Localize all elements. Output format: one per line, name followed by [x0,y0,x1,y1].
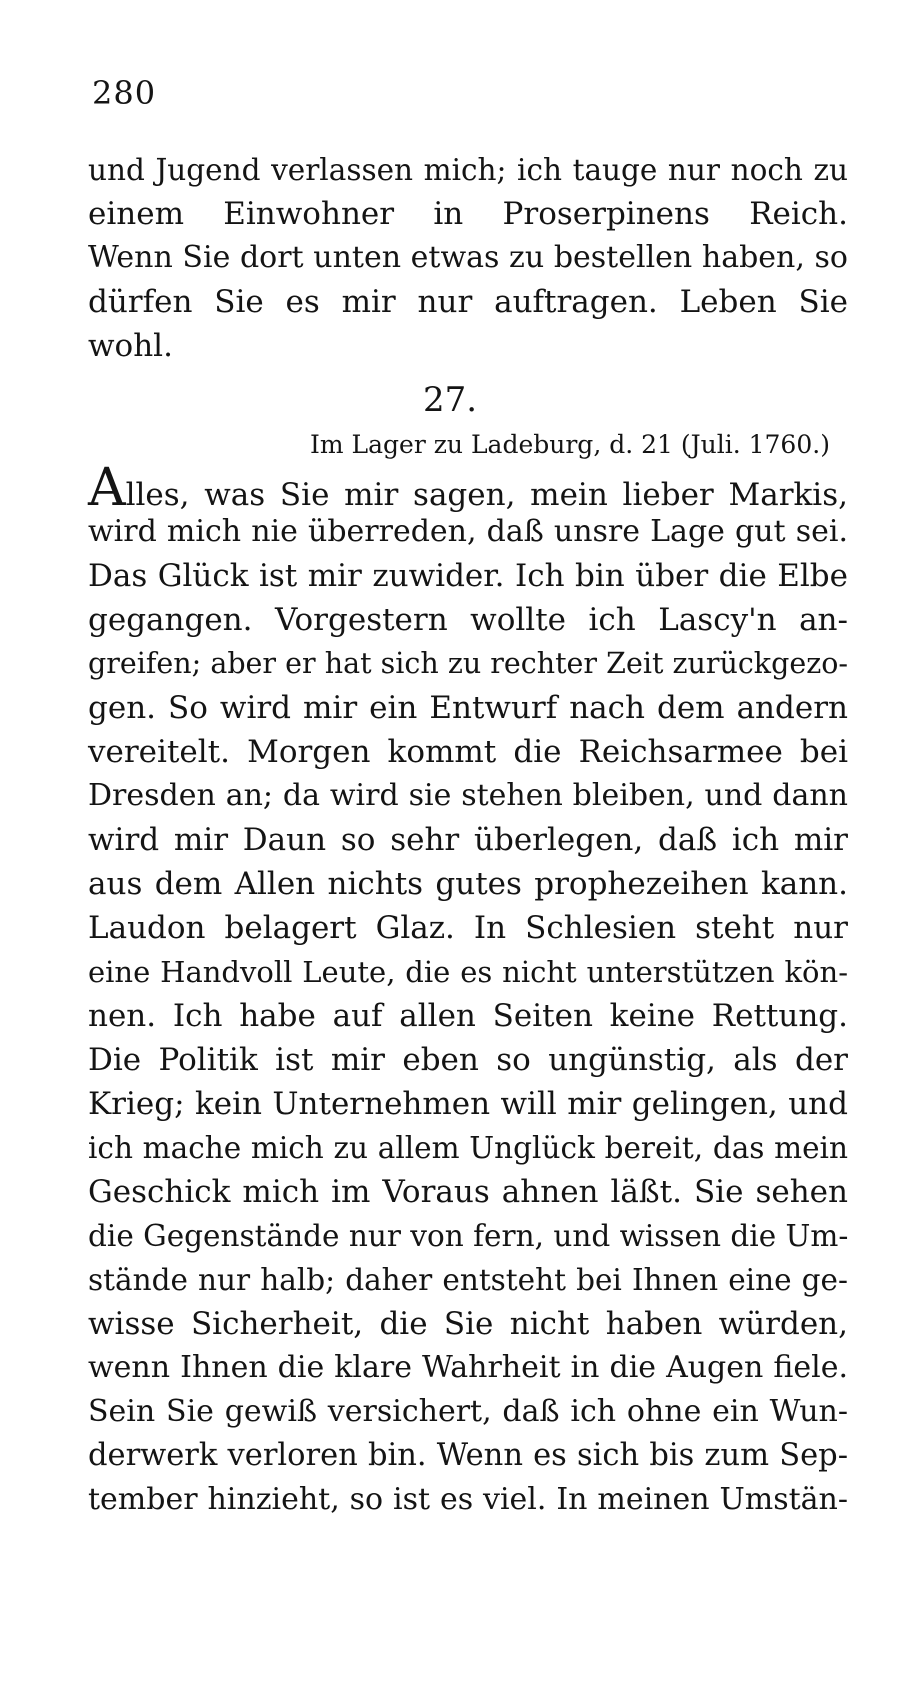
text-line: greifen; aber er hat sich zu rechter Zeit zurückgezo- [88,647,848,680]
text-line: Krieg; kein Unternehmen will mir gelingen, und [88,1086,848,1122]
letter-body [88,458,849,1522]
text-line: gegangen. Vorgestern wollte ich Lascy'n an- [88,602,848,638]
text-line: wisse Sicherheit, die Sie nicht haben würden, [88,1306,848,1342]
text-line: wird mich nie überreden, daß unsre Lage gut sei. [88,514,848,549]
first-line-text: lles, was Sie mir sagen, mein lieber Markis, [125,477,848,513]
text-line: Laudon belagert Glaz. In Schlesien steht nur [88,910,848,946]
text-line: einem Einwohner in Proserpinens Reich. [88,196,848,232]
text-line: Dresden an; da wird sie stehen bleiben, und dann [88,778,848,813]
text-line: Sein Sie gewiß versichert, daß ich ohne ein Wun- [88,1394,848,1429]
text-line: ich mache mich zu allem Unglück bereit, das mein [88,1131,848,1165]
text-line: stände nur halb; daher entsteht bei Ihnen eine ge- [88,1263,848,1297]
text-line: gen. So wird mir ein Entwurf nach dem andern [88,690,848,726]
text-line: die Gegenstände nur von fern, und wissen die Um- [88,1219,849,1253]
text-line: Geschick mich im Voraus ahnen läßt. Sie sehen [88,1174,848,1210]
text-line: Wenn Sie dort unten etwas zu bestellen haben, so [88,240,848,275]
text-line: nen. Ich habe auf allen Seiten keine Rettung. [88,998,848,1034]
letter-number: 27. [422,380,478,420]
text-line: aus dem Allen nichts gutes prophezeihen kann. [88,866,848,902]
letter-dateline: Im Lager zu Ladeburg, d. 21 (Juli. 1760.) [310,430,830,459]
continuation-paragraph [88,148,848,368]
text-line: wird mir Daun so sehr überlegen, daß ich mir [88,822,848,858]
page-number: 280 [92,74,157,112]
text-line: tember hinzieht, so ist es viel. In meinen Umstän- [88,1482,848,1517]
text-line: Die Politik ist mir eben so ungünstig, als der [88,1042,848,1078]
text-line: wohl. [88,328,173,364]
text-line: dürfen Sie es mir nur auftragen. Leben Sie [88,284,848,320]
text-line: Das Glück ist mir zuwider. Ich bin über die Elbe [88,558,848,594]
text-line-first [88,458,848,518]
text-line: vereitelt. Morgen kommt die Reichsarmee bei [88,734,848,770]
text-line: und Jugend verlassen mich; ich tauge nur noch zu [88,153,848,187]
initial-letter: A [88,458,126,518]
text-line: derwerk verloren bin. Wenn es sich bis zum Sep- [88,1438,848,1473]
text-line: eine Handvoll Leute, die es nicht unterstützen kön- [88,955,848,989]
text-line: wenn Ihnen die klare Wahrheit in die Augen fiele. [88,1350,848,1385]
